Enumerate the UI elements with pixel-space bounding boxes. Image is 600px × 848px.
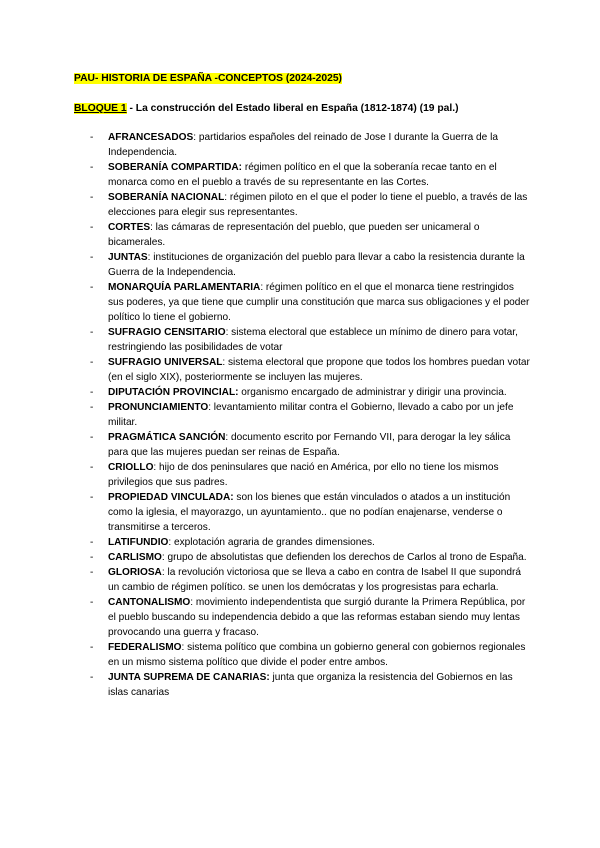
concept-term: JUNTAS: [108, 252, 148, 263]
bullet-dash: -: [90, 432, 94, 443]
concept-term: SOBERANÍA COMPARTIDA:: [108, 162, 243, 173]
bullet-dash: -: [90, 327, 94, 338]
concept-definition: : documento escrito por Fernando VII, para derogar la ley sálica para que las mujeres puedan ser reinas de España.: [108, 432, 511, 458]
concept-item: [90, 430, 530, 460]
document-title: [74, 73, 342, 84]
concept-definition: : instituciones de organización del pueblo para llevar a cabo la resistencia durante la Guerra de la Independencia.: [108, 252, 525, 278]
concept-term: JUNTA SUPREMA DE CANARIAS:: [108, 672, 270, 683]
concept-term: SUFRAGIO CENSITARIO: [108, 327, 226, 338]
concept-item: [90, 400, 530, 430]
concept-term: LATIFUNDIO: [108, 537, 169, 548]
concept-definition: régimen político en el que la soberanía recae tanto en el monarca como en el pueblo a través de su representante en las Cortes.: [108, 162, 497, 188]
bullet-dash: -: [90, 462, 94, 473]
concept-item: [90, 160, 530, 190]
concept-term: SOBERANÍA NACIONAL: [108, 192, 225, 203]
concept-item: [90, 190, 530, 220]
bloque-text: La construcción del Estado liberal en España (1812-1874) (19 pal.): [135, 103, 459, 114]
concept-definition: junta que organiza la resistencia del Gobiernos en las islas canarias: [108, 672, 513, 698]
bloque-tag: BLOQUE 1: [74, 103, 127, 114]
bloque-separator: -: [126, 103, 136, 114]
concept-term: GLORIOSA: [108, 567, 162, 578]
bullet-dash: -: [90, 672, 94, 683]
concept-definition: : las cámaras de representación del pueblo, que pueden ser unicameral o bicamerales.: [108, 222, 480, 248]
concept-definition: : hijo de dos peninsulares que nació en América, por ello no tiene los mismos privilegios que sus padres.: [108, 462, 499, 488]
bullet-dash: -: [90, 222, 94, 233]
bullet-dash: -: [90, 192, 94, 203]
bullet-dash: -: [90, 537, 94, 548]
document-title-text: PAU- HISTORIA DE ESPAÑA -CONCEPTOS (2024-2025): [74, 73, 342, 84]
concept-definition: : explotación agraria de grandes dimensiones.: [168, 537, 375, 548]
concept-definition: : régimen piloto en el que el poder lo tiene el pueblo, a través de las elecciones para elegir sus representantes.: [108, 192, 528, 218]
concept-term: PROPIEDAD VINCULADA:: [108, 492, 234, 503]
bullet-dash: -: [90, 492, 94, 503]
bullet-dash: -: [90, 552, 94, 563]
bullet-dash: -: [90, 642, 94, 653]
concept-term: PRONUNCIAMIENTO: [108, 402, 209, 413]
bullet-dash: -: [90, 162, 94, 173]
concept-item: [90, 220, 530, 250]
concept-term: PRAGMÁTICA SANCIÓN: [108, 432, 226, 443]
concept-definition: organismo encargado de administrar y dirigir una provincia.: [238, 387, 507, 398]
bullet-dash: -: [90, 597, 94, 608]
bullet-dash: -: [90, 252, 94, 263]
concept-definition: : sistema electoral que propone que todos los hombres puedan votar (en el siglo XIX), posteriormente se incluyen las mujeres.: [108, 357, 530, 383]
concept-definition: : sistema electoral que establece un mínimo de dinero para votar, restringiendo las posibilidades de votar: [108, 327, 518, 353]
concept-term: FEDERALISMO: [108, 642, 182, 653]
concept-item: [90, 250, 530, 280]
bullet-dash: -: [90, 282, 94, 293]
concept-item: [90, 280, 530, 325]
concept-item: [90, 670, 530, 700]
concept-list: [90, 130, 530, 700]
concept-definition: : sistema político que combina un gobierno general con gobiernos regionales en un mismo sistema político que divide el poder entre ambos.: [108, 642, 526, 668]
concept-item: [90, 565, 530, 595]
concept-definition: : la revolución victoriosa que se lleva a cabo en contra de Isabel II que supondrá un cambio de régimen político. se unen los demócratas y los progresistas para echarla.: [108, 567, 521, 593]
concept-definition: : movimiento independentista que surgió durante la Primera República, por el pueblo buscando su independencia debido a que las reformas estaban siendo muy lentas provocando una guerra y fracaso.: [108, 597, 526, 638]
concept-item: [90, 595, 530, 640]
bullet-dash: -: [90, 357, 94, 368]
concept-item: [90, 535, 530, 550]
concept-term: CORTES: [108, 222, 151, 233]
bullet-dash: -: [90, 402, 94, 413]
concept-term: CARLISMO: [108, 552, 162, 563]
bullet-dash: -: [90, 567, 94, 578]
concept-term: AFRANCESADOS: [108, 132, 194, 143]
concept-term: CANTONALISMO: [108, 597, 191, 608]
concept-item: [90, 640, 530, 670]
concept-term: DIPUTACIÓN PROVINCIAL:: [108, 387, 239, 398]
bloque-heading: [74, 103, 459, 114]
concept-item: [90, 385, 530, 400]
bullet-dash: -: [90, 387, 94, 398]
concept-definition: son los bienes que están vinculados o atados a un institución como la iglesia, el mayorazgo, un ayuntamiento.. que no podían enajenarse, venderse o transmitirse a terceros.: [108, 492, 511, 533]
concept-item: [90, 355, 530, 385]
concept-definition: : levantamiento militar contra el Gobierno, llevado a cabo por un jefe militar.: [108, 402, 514, 428]
concept-item: [90, 550, 530, 565]
bullet-dash: -: [90, 132, 94, 143]
concept-item: [90, 130, 530, 160]
concept-item: [90, 325, 530, 355]
concept-definition: : régimen político en el que el monarca tiene restringidos sus poderes, ya que tiene que cumplir una constitución que marca sus obligaciones y el poder político lo tiene el gobierno.: [108, 282, 530, 323]
concept-term: SUFRAGIO UNIVERSAL: [108, 357, 223, 368]
concept-term: MONARQUÍA PARLAMENTARIA: [108, 282, 261, 293]
concept-item: [90, 460, 530, 490]
concept-term: CRIOLLO: [108, 462, 154, 473]
concept-item: [90, 490, 530, 535]
concept-definition: : partidarios españoles del reinado de Jose I durante la Guerra de la Independencia.: [108, 132, 498, 158]
concept-definition: : grupo de absolutistas que defienden los derechos de Carlos al trono de España.: [161, 552, 527, 563]
